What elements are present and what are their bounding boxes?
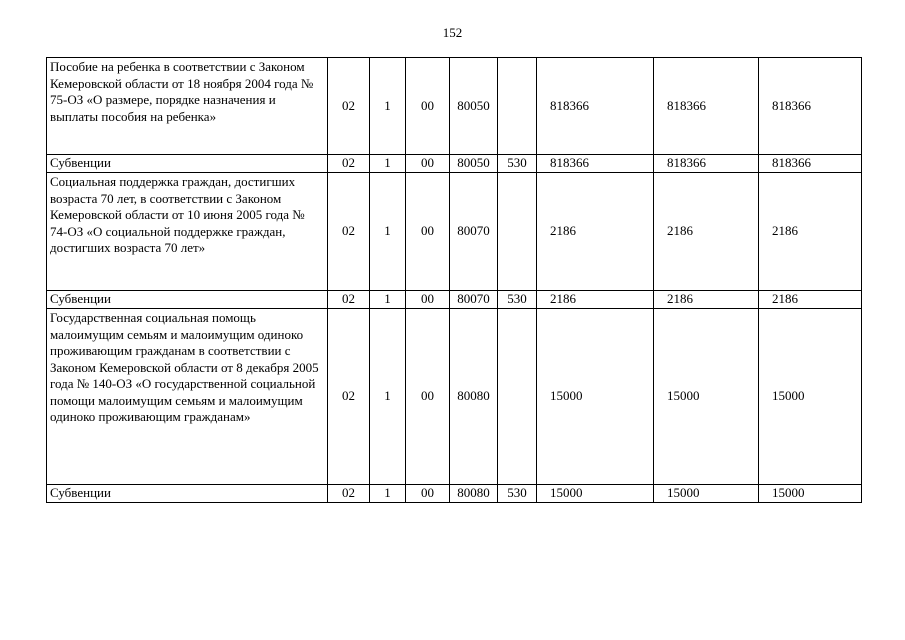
section-code: 02: [328, 291, 370, 309]
section-code: 02: [328, 58, 370, 155]
table-row: [47, 173, 862, 291]
subprogram-code: 00: [406, 173, 450, 291]
subprogram-code: 00: [406, 291, 450, 309]
program-code: 1: [370, 155, 406, 173]
table-row: [47, 309, 862, 485]
subprogram-code: 00: [406, 58, 450, 155]
section-code: 02: [328, 485, 370, 503]
direction-code: 80050: [450, 58, 498, 155]
expense-type-code: 530: [498, 155, 537, 173]
subprogram-code: 00: [406, 155, 450, 173]
direction-code: 80050: [450, 155, 498, 173]
row-description: Субвенции: [47, 485, 328, 503]
amount-year-1: 818366: [537, 155, 654, 173]
amount-year-2: 818366: [654, 155, 759, 173]
amount-year-1: 2186: [537, 173, 654, 291]
amount-year-1: 818366: [537, 58, 654, 155]
program-code: 1: [370, 309, 406, 485]
expense-type-code: [498, 309, 537, 485]
program-code: 1: [370, 58, 406, 155]
table-row: [47, 291, 862, 309]
row-description: Субвенции: [47, 155, 328, 173]
direction-code: 80080: [450, 485, 498, 503]
amount-year-3: 15000: [759, 309, 862, 485]
amount-year-2: 818366: [654, 58, 759, 155]
row-description: Пособие на ребенка в соответствии с Законом Кемеровской области от 18 ноября 2004 года № 75-ОЗ «О размере, порядке назначения и выплаты пособия на ребенка»: [47, 58, 328, 155]
expense-type-code: 530: [498, 291, 537, 309]
amount-year-2: 15000: [654, 309, 759, 485]
program-code: 1: [370, 291, 406, 309]
amount-year-3: 2186: [759, 173, 862, 291]
amount-year-2: 15000: [654, 485, 759, 503]
program-code: 1: [370, 173, 406, 291]
budget-table: [46, 57, 862, 503]
section-code: 02: [328, 173, 370, 291]
direction-code: 80070: [450, 291, 498, 309]
section-code: 02: [328, 155, 370, 173]
direction-code: 80070: [450, 173, 498, 291]
expense-type-code: [498, 58, 537, 155]
amount-year-1: 15000: [537, 309, 654, 485]
table-row: [47, 155, 862, 173]
section-code: 02: [328, 309, 370, 485]
direction-code: 80080: [450, 309, 498, 485]
amount-year-3: 2186: [759, 291, 862, 309]
table-row: [47, 58, 862, 155]
amount-year-3: 818366: [759, 58, 862, 155]
amount-year-1: 2186: [537, 291, 654, 309]
subprogram-code: 00: [406, 485, 450, 503]
page-number: 152: [442, 25, 463, 40]
row-description: Субвенции: [47, 291, 328, 309]
amount-year-2: 2186: [654, 173, 759, 291]
amount-year-1: 15000: [537, 485, 654, 503]
row-description: Государственная социальная помощь малоимущим семьям и малоимущим одиноко проживающим гражданам в соответствии с Законом Кемеровской области от 8 декабря 2005 года № 140-ОЗ «О государственной социальной помощи малоимущим семьям и малоимущим одиноко проживающим гражданам»: [47, 309, 328, 485]
expense-type-code: 530: [498, 485, 537, 503]
row-description: Социальная поддержка граждан, достигших возраста 70 лет, в соответствии с Законом Кемеровской области от 10 июня 2005 года № 74-ОЗ «О социальной поддержке граждан, достигших возраста 70 лет»: [47, 173, 328, 291]
table-row: [47, 485, 862, 503]
subprogram-code: 00: [406, 309, 450, 485]
amount-year-2: 2186: [654, 291, 759, 309]
program-code: 1: [370, 485, 406, 503]
expense-type-code: [498, 173, 537, 291]
amount-year-3: 15000: [759, 485, 862, 503]
amount-year-3: 818366: [759, 155, 862, 173]
